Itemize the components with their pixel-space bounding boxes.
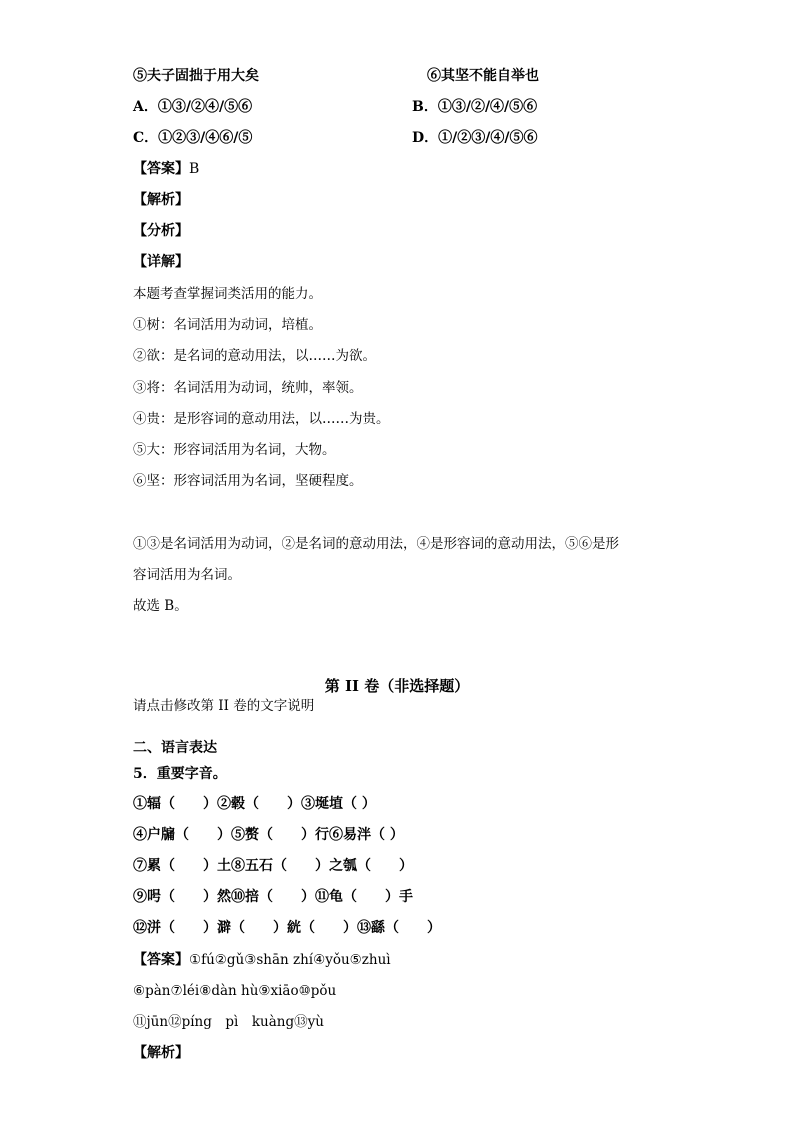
- explain-line: 本题考查掌握词类活用的能力。: [133, 286, 322, 302]
- option-b: B．①③/②/④/⑤⑥: [412, 99, 538, 115]
- explain-line: ⑥坚：形容词活用为名词，坚硬程度。: [133, 473, 363, 489]
- pinyin-row: ⑨呺（ ）然⑩掊（ ）⑪龟（ ）手: [133, 889, 413, 905]
- question-5-title: 5．重要字音。: [133, 766, 227, 782]
- answer-label: 【答案】: [133, 161, 189, 177]
- explain-line: ③将：名词活用为动词，统帅，率领。: [133, 380, 363, 396]
- answer-value: B: [189, 161, 200, 177]
- section-title: 第 II 卷（非选择题）: [324, 677, 470, 695]
- explain-line: ①树：名词活用为动词，培植。: [133, 317, 322, 333]
- question-item-6: ⑥其坚不能自举也: [427, 68, 539, 84]
- option-a: A．①③/②④/⑤⑥: [133, 99, 253, 115]
- answer-line: ⑪jūn⑫píng pì kuàng⑬yù: [133, 1014, 324, 1030]
- fenxi-label: 【分析】: [133, 223, 189, 239]
- analysis-label: 【解析】: [133, 1045, 189, 1061]
- answer-label: 【答案】: [133, 952, 189, 968]
- summary-line: 容词活用为名词。: [133, 567, 241, 583]
- pinyin-row: ⑦累（ ）土⑧五石（ ）之瓠（ ）: [133, 858, 413, 874]
- option-c: C．①②③/④⑥/⑤: [133, 130, 253, 146]
- answer-line: ①fú②gǔ③shān zhí④yǒu⑤zhuì: [189, 952, 391, 968]
- analysis-label: 【解析】: [133, 192, 189, 208]
- pinyin-row: ④户牖（ ）⑤赘（ ）行⑥易泮（ ）: [133, 827, 404, 843]
- pinyin-row: ①辐（ ）②毂（ ）③埏埴（ ）: [133, 796, 376, 812]
- summary-line: ①③是名词活用为动词，②是名词的意动用法，④是形容词的意动用法，⑤⑥是形: [133, 536, 619, 552]
- answer-row: [133, 159, 199, 179]
- answer-line: ⑥pàn⑦léi⑧dàn hù⑨xiāo⑩pǒu: [133, 983, 337, 999]
- pinyin-row: ⑫洴（ ）澼（ ）絖（ ）⑬繇（ ）: [133, 920, 441, 936]
- conclusion: 故选 B。: [133, 598, 188, 614]
- explain-line: ⑤大：形容词活用为名词，大物。: [133, 442, 336, 458]
- explain-line: ④贵：是形容词的意动用法，以……为贵。: [133, 411, 390, 427]
- answer-row: [133, 950, 391, 970]
- explain-line: ②欲：是名词的意动用法，以……为欲。: [133, 348, 376, 364]
- section-heading: 二、语言表达: [133, 740, 217, 756]
- question-item-5: ⑤夫子固拙于用大矣: [133, 68, 259, 84]
- section-subtitle: 请点击修改第 II 卷的文字说明: [133, 698, 315, 714]
- xiangjie-label: 【详解】: [133, 254, 189, 270]
- option-d: D．①/②③/④/⑤⑥: [412, 130, 538, 146]
